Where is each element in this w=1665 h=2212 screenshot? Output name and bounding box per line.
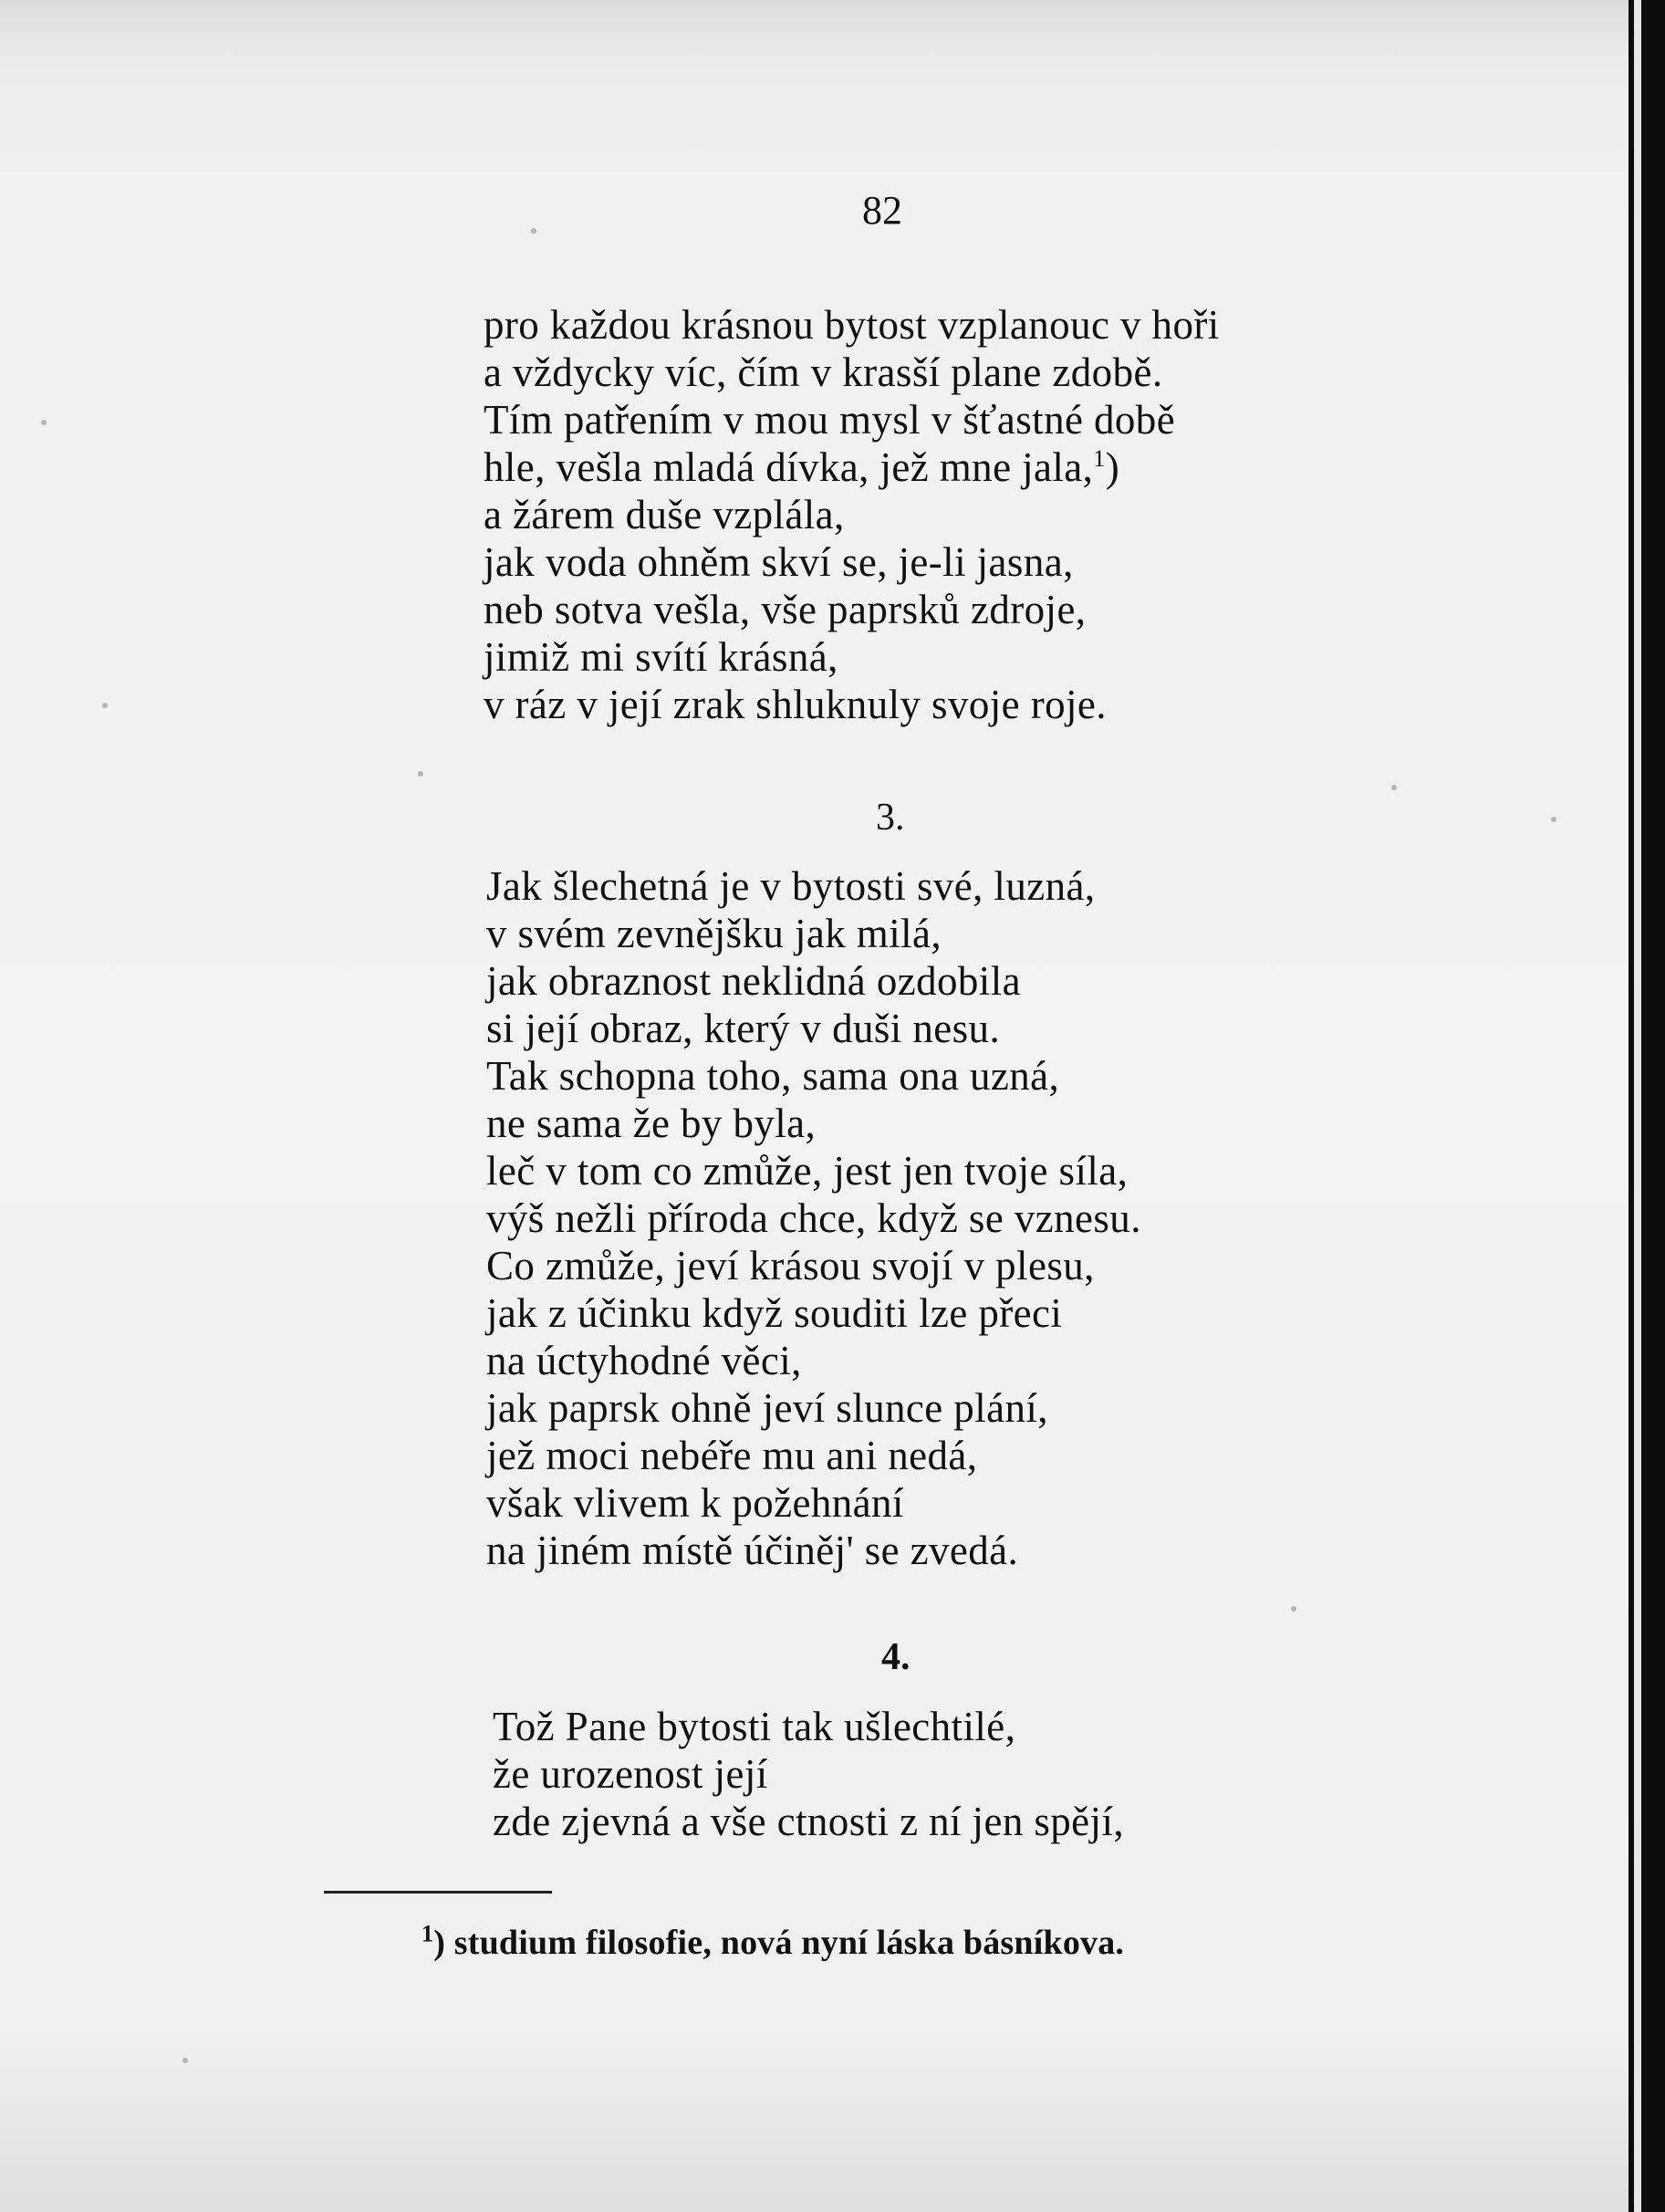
footnote-reference: 1	[1093, 445, 1106, 472]
stanza-3	[486, 862, 1141, 1574]
verse-line: výš nežli příroda chce, když se vznesu.	[486, 1195, 1141, 1241]
verse-line: ne sama že by byla,	[486, 1101, 817, 1146]
verse-line: a vždycky víc, čím v krasší plane zdobě.	[484, 350, 1163, 395]
section-number-4: 4.	[881, 1636, 911, 1678]
footnote-marker: 1	[421, 1920, 434, 1947]
verse-line: Tož Pane bytosti tak ušlechtilé,	[493, 1704, 1016, 1749]
verse-line: jež moci nebéře mu ani nedá,	[486, 1433, 978, 1478]
paper-speck	[41, 420, 47, 425]
verse-line-text: hle, vešla mladá dívka, jež mne jala,	[484, 444, 1094, 490]
verse-line-with-footnote	[484, 443, 1220, 491]
verse-line: Tak schopna toho, sama ona uzná,	[486, 1053, 1060, 1099]
paper-speck	[102, 703, 108, 708]
paper-speck	[418, 771, 423, 777]
page-edge-sliver	[1634, 0, 1641, 2212]
verse-line: však vlivem k požehnání	[486, 1480, 904, 1526]
verse-line: jak obraznost neklidná ozdobila	[486, 958, 1021, 1004]
verse-line: Jak šlechetná je v bytosti své, luzná,	[486, 863, 1096, 909]
verse-line: pro každou krásnou bytost vzplanouc v hoři	[484, 302, 1220, 348]
footnote-divider	[324, 1891, 552, 1894]
verse-line: jak voda ohněm skví se, je-li jasna,	[484, 539, 1074, 585]
verse-line: Co zmůže, jeví krásou svojí v plesu,	[486, 1243, 1095, 1289]
stanza-continued	[484, 301, 1220, 728]
paper-speck	[1391, 785, 1397, 790]
verse-line: neb sotva vešla, vše paprsků zdroje,	[484, 587, 1087, 632]
verse-line: na úctyhodné věci,	[486, 1338, 802, 1383]
section-number-3: 3.	[876, 797, 905, 839]
verse-line: na jiném místě účiněj' se zvedá.	[486, 1528, 1019, 1573]
verse-line: si její obraz, který v duši nesu.	[486, 1006, 1001, 1051]
footnote-reference-paren: )	[1105, 444, 1120, 490]
verse-line: jimiž mi svítí krásná,	[484, 634, 838, 680]
verse-line: leč v tom co zmůže, jest jen tvoje síla,	[486, 1148, 1129, 1194]
page-number: 82	[862, 188, 902, 233]
paper-speck	[531, 228, 536, 234]
verse-line: že urozenost její	[493, 1751, 768, 1797]
verse-line: jak paprsk ohně jeví slunce plání,	[486, 1385, 1048, 1431]
footnote	[421, 1919, 1124, 1967]
paper-speck	[182, 2058, 188, 2063]
paper-speck	[1291, 1606, 1296, 1612]
paper-speck	[1551, 817, 1556, 822]
verse-line: jak z účinku když souditi lze přeci	[486, 1290, 1063, 1336]
verse-line: Tím patřením v mou mysl v šťastné době	[484, 397, 1176, 443]
verse-line: a žárem duše vzplála,	[484, 492, 845, 537]
verse-line: v ráz v její zrak shluknuly svoje roje.	[484, 682, 1107, 727]
verse-line: v svém zevnějšku jak milá,	[486, 911, 942, 956]
verse-line: zde zjevná a vše ctnosti z ní jen spějí,	[493, 1799, 1125, 1844]
stanza-4	[493, 1703, 1124, 1845]
scan-edge	[1629, 0, 1665, 2212]
footnote-text: ) studium filosofie, nová nyní láska básníkova.	[433, 1924, 1125, 1962]
